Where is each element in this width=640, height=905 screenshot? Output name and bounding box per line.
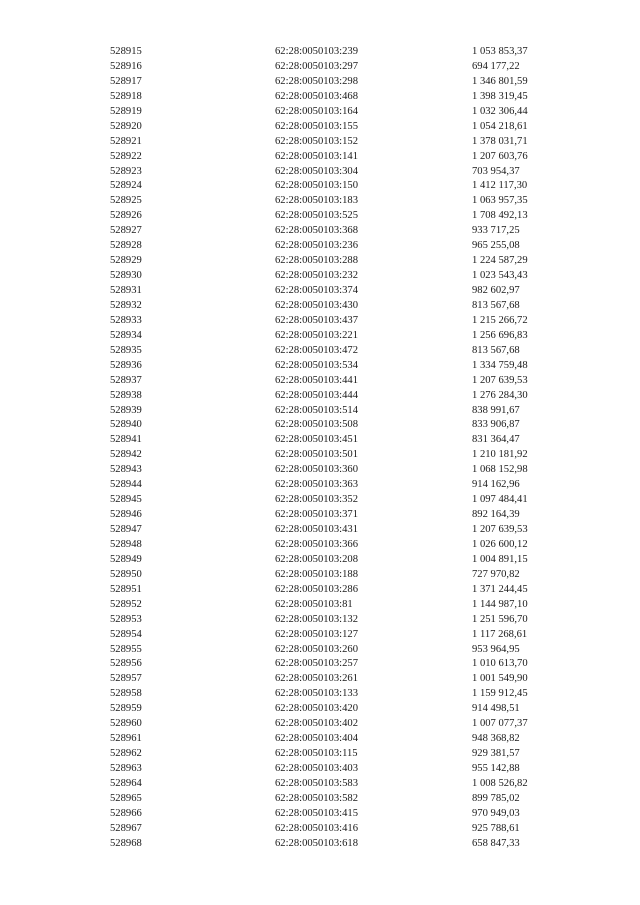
cadastral-number: 62:28:0050103:221 bbox=[275, 329, 358, 341]
cadastral-value: 899 785,02 bbox=[472, 792, 520, 804]
cadastral-number: 62:28:0050103:260 bbox=[275, 643, 358, 655]
cadastral-number: 62:28:0050103:152 bbox=[275, 135, 358, 147]
cadastral-number: 62:28:0050103:534 bbox=[275, 359, 358, 371]
cadastral-number: 62:28:0050103:133 bbox=[275, 688, 358, 700]
cadastral-number: 62:28:0050103:164 bbox=[275, 105, 358, 117]
cadastral-number: 62:28:0050103:288 bbox=[275, 255, 358, 267]
cadastral-value: 1 412 117,30 bbox=[472, 180, 528, 192]
cadastral-number: 62:28:0050103:420 bbox=[275, 703, 358, 715]
row-number: 528958 bbox=[110, 688, 142, 700]
row-number: 528931 bbox=[110, 285, 142, 296]
cadastral-number: 62:28:0050103:352 bbox=[275, 494, 358, 506]
cadastral-number: 62:28:0050103:430 bbox=[275, 299, 358, 311]
cadastral-value: 1 023 543,43 bbox=[472, 270, 528, 282]
cadastral-value: 1 063 957,35 bbox=[472, 195, 528, 207]
table-row bbox=[110, 508, 580, 523]
cadastral-number: 62:28:0050103:468 bbox=[275, 90, 358, 102]
row-number: 528949 bbox=[110, 553, 142, 565]
table-row bbox=[110, 568, 580, 583]
row-number: 528932 bbox=[110, 299, 142, 311]
cadastral-number: 62:28:0050103:261 bbox=[275, 673, 358, 685]
cadastral-value: 1 276 284,30 bbox=[472, 389, 528, 401]
row-number: 528921 bbox=[110, 135, 142, 147]
row-number: 528938 bbox=[110, 389, 142, 401]
row-number: 528966 bbox=[110, 807, 142, 819]
row-number: 528916 bbox=[110, 60, 142, 72]
table-row bbox=[110, 717, 580, 732]
table-row bbox=[110, 90, 580, 105]
cadastral-value-table bbox=[110, 45, 580, 852]
row-number: 528920 bbox=[110, 120, 142, 132]
cadastral-value: 955 142,88 bbox=[472, 763, 520, 774]
row-number: 528937 bbox=[110, 374, 142, 386]
cadastral-value: 838 991,67 bbox=[472, 404, 520, 416]
cadastral-value: 892 164,39 bbox=[472, 509, 520, 521]
cadastral-number: 62:28:0050103:183 bbox=[275, 195, 358, 207]
row-number: 528965 bbox=[110, 792, 142, 804]
cadastral-number: 62:28:0050103:141 bbox=[275, 150, 358, 162]
table-row bbox=[110, 792, 580, 807]
cadastral-number: 62:28:0050103:437 bbox=[275, 314, 358, 326]
row-number: 528947 bbox=[110, 524, 142, 535]
cadastral-value: 1 708 492,13 bbox=[472, 210, 528, 222]
cadastral-value: 1 207 639,53 bbox=[472, 374, 528, 386]
row-number: 528927 bbox=[110, 225, 142, 237]
cadastral-value: 1 007 077,37 bbox=[472, 718, 528, 730]
row-number: 528928 bbox=[110, 240, 142, 252]
row-number: 528925 bbox=[110, 195, 142, 207]
row-number: 528964 bbox=[110, 777, 142, 789]
cadastral-value: 1 207 639,53 bbox=[472, 524, 528, 535]
row-number: 528967 bbox=[110, 822, 142, 834]
table-row bbox=[110, 284, 580, 299]
table-row bbox=[110, 762, 580, 777]
cadastral-value: 965 255,08 bbox=[472, 240, 520, 252]
cadastral-number: 62:28:0050103:508 bbox=[275, 419, 358, 431]
row-number: 528930 bbox=[110, 270, 142, 282]
cadastral-number: 62:28:0050103:501 bbox=[275, 449, 358, 461]
cadastral-value: 1 334 759,48 bbox=[472, 359, 528, 371]
table-row bbox=[110, 254, 580, 269]
cadastral-value: 1 097 484,41 bbox=[472, 494, 528, 506]
table-row bbox=[110, 598, 580, 613]
table-row bbox=[110, 374, 580, 389]
cadastral-value: 1 144 987,10 bbox=[472, 598, 528, 610]
cadastral-value: 1 117 268,61 bbox=[472, 628, 528, 640]
row-number: 528917 bbox=[110, 75, 142, 87]
table-row bbox=[110, 433, 580, 448]
row-number: 528957 bbox=[110, 673, 142, 685]
table-row bbox=[110, 314, 580, 329]
cadastral-number: 62:28:0050103:444 bbox=[275, 389, 358, 401]
cadastral-number: 62:28:0050103:404 bbox=[275, 733, 358, 745]
cadastral-number: 62:28:0050103:150 bbox=[275, 180, 358, 192]
cadastral-number: 62:28:0050103:363 bbox=[275, 479, 358, 491]
table-row bbox=[110, 538, 580, 553]
cadastral-number: 62:28:0050103:583 bbox=[275, 777, 358, 789]
row-number: 528924 bbox=[110, 180, 142, 192]
cadastral-number: 62:28:0050103:115 bbox=[275, 748, 358, 760]
cadastral-number: 62:28:0050103:297 bbox=[275, 60, 358, 72]
row-number: 528968 bbox=[110, 837, 142, 849]
row-number: 528961 bbox=[110, 733, 142, 745]
cadastral-number: 62:28:0050103:286 bbox=[275, 583, 358, 595]
row-number: 528939 bbox=[110, 404, 142, 416]
cadastral-number: 62:28:0050103:236 bbox=[275, 240, 358, 252]
cadastral-value: 970 949,03 bbox=[472, 807, 520, 819]
cadastral-value: 813 567,68 bbox=[472, 299, 520, 311]
table-row bbox=[110, 165, 580, 180]
table-row bbox=[110, 628, 580, 643]
cadastral-value: 1 001 549,90 bbox=[472, 673, 528, 685]
row-number: 528943 bbox=[110, 464, 142, 476]
cadastral-number: 62:28:0050103:525 bbox=[275, 210, 358, 222]
row-number: 528963 bbox=[110, 763, 142, 774]
cadastral-value: 1 068 152,98 bbox=[472, 464, 528, 476]
cadastral-number: 62:28:0050103:232 bbox=[275, 270, 358, 282]
cadastral-value: 1 010 613,70 bbox=[472, 658, 528, 670]
cadastral-number: 62:28:0050103:127 bbox=[275, 628, 358, 640]
cadastral-value: 1 346 801,59 bbox=[472, 75, 528, 87]
cadastral-number: 62:28:0050103:257 bbox=[275, 658, 358, 670]
row-number: 528962 bbox=[110, 748, 142, 760]
row-number: 528915 bbox=[110, 46, 142, 57]
row-number: 528933 bbox=[110, 314, 142, 326]
table-row bbox=[110, 194, 580, 209]
row-number: 528929 bbox=[110, 255, 142, 267]
cadastral-value: 1 026 600,12 bbox=[472, 538, 528, 550]
row-number: 528934 bbox=[110, 329, 142, 341]
table-row bbox=[110, 60, 580, 75]
table-row bbox=[110, 822, 580, 837]
table-row bbox=[110, 418, 580, 433]
cadastral-value: 1 215 266,72 bbox=[472, 314, 528, 326]
cadastral-value: 1 398 319,45 bbox=[472, 90, 528, 102]
row-number: 528952 bbox=[110, 598, 142, 610]
cadastral-number: 62:28:0050103:416 bbox=[275, 822, 358, 834]
row-number: 528945 bbox=[110, 494, 142, 506]
row-number: 528940 bbox=[110, 419, 142, 431]
row-number: 528948 bbox=[110, 538, 142, 550]
row-number: 528926 bbox=[110, 210, 142, 222]
table-row bbox=[110, 344, 580, 359]
table-row bbox=[110, 553, 580, 568]
cadastral-value: 1 053 853,37 bbox=[472, 46, 528, 57]
table-row bbox=[110, 493, 580, 508]
cadastral-number: 62:28:0050103:208 bbox=[275, 553, 358, 565]
cadastral-value: 948 368,82 bbox=[472, 733, 520, 745]
cadastral-value: 1 371 244,45 bbox=[472, 583, 528, 595]
row-number: 528950 bbox=[110, 568, 142, 580]
cadastral-number: 62:28:0050103:618 bbox=[275, 837, 358, 849]
cadastral-value: 1 251 596,70 bbox=[472, 613, 528, 625]
row-number: 528942 bbox=[110, 449, 142, 461]
row-number: 528951 bbox=[110, 583, 142, 595]
cadastral-number: 62:28:0050103:360 bbox=[275, 464, 358, 476]
table-row bbox=[110, 224, 580, 239]
row-number: 528936 bbox=[110, 359, 142, 371]
table-row bbox=[110, 45, 580, 60]
cadastral-number: 62:28:0050103:239 bbox=[275, 46, 358, 57]
cadastral-value: 982 602,97 bbox=[472, 285, 520, 296]
cadastral-number: 62:28:0050103:472 bbox=[275, 344, 358, 356]
cadastral-value: 1 032 306,44 bbox=[472, 105, 528, 117]
row-number: 528955 bbox=[110, 643, 142, 655]
cadastral-number: 62:28:0050103:403 bbox=[275, 763, 358, 774]
row-number: 528919 bbox=[110, 105, 142, 117]
table-row bbox=[110, 672, 580, 687]
cadastral-value: 1 008 526,82 bbox=[472, 777, 528, 789]
cadastral-number: 62:28:0050103:155 bbox=[275, 120, 358, 132]
table-row bbox=[110, 239, 580, 254]
table-row bbox=[110, 179, 580, 194]
row-number: 528954 bbox=[110, 628, 142, 640]
cadastral-number: 62:28:0050103:451 bbox=[275, 434, 358, 446]
row-number: 528941 bbox=[110, 434, 142, 446]
table-row bbox=[110, 448, 580, 463]
cadastral-number: 62:28:0050103:298 bbox=[275, 75, 358, 87]
table-row bbox=[110, 209, 580, 224]
table-row bbox=[110, 583, 580, 598]
cadastral-value: 914 162,96 bbox=[472, 479, 520, 491]
table-row bbox=[110, 389, 580, 404]
table-row bbox=[110, 359, 580, 374]
cadastral-value: 925 788,61 bbox=[472, 822, 520, 834]
cadastral-value: 1 054 218,61 bbox=[472, 120, 528, 132]
table-row bbox=[110, 135, 580, 150]
cadastral-number: 62:28:0050103:81 bbox=[275, 598, 353, 610]
cadastral-value: 953 964,95 bbox=[472, 643, 520, 655]
table-row bbox=[110, 75, 580, 90]
cadastral-number: 62:28:0050103:441 bbox=[275, 374, 358, 386]
table-row bbox=[110, 837, 580, 852]
row-number: 528935 bbox=[110, 344, 142, 356]
table-row bbox=[110, 478, 580, 493]
cadastral-number: 62:28:0050103:374 bbox=[275, 285, 358, 296]
table-row bbox=[110, 523, 580, 538]
cadastral-value: 1 159 912,45 bbox=[472, 688, 528, 700]
row-number: 528946 bbox=[110, 509, 142, 521]
table-row bbox=[110, 329, 580, 344]
row-number: 528922 bbox=[110, 150, 142, 162]
cadastral-number: 62:28:0050103:132 bbox=[275, 613, 358, 625]
cadastral-value: 703 954,37 bbox=[472, 165, 520, 177]
table-row bbox=[110, 299, 580, 314]
row-number: 528960 bbox=[110, 718, 142, 730]
table-row bbox=[110, 747, 580, 762]
row-number: 528959 bbox=[110, 703, 142, 715]
cadastral-number: 62:28:0050103:368 bbox=[275, 225, 358, 237]
cadastral-number: 62:28:0050103:514 bbox=[275, 404, 358, 416]
cadastral-value: 1 210 181,92 bbox=[472, 449, 528, 461]
cadastral-value: 1 256 696,83 bbox=[472, 329, 528, 341]
table-row bbox=[110, 702, 580, 717]
cadastral-value: 694 177,22 bbox=[472, 60, 520, 72]
table-row bbox=[110, 269, 580, 284]
cadastral-number: 62:28:0050103:402 bbox=[275, 718, 358, 730]
cadastral-number: 62:28:0050103:415 bbox=[275, 807, 358, 819]
table-row bbox=[110, 643, 580, 658]
cadastral-value: 1 207 603,76 bbox=[472, 150, 528, 162]
cadastral-value: 1 378 031,71 bbox=[472, 135, 528, 147]
table-row bbox=[110, 777, 580, 792]
row-number: 528923 bbox=[110, 165, 142, 177]
table-row bbox=[110, 463, 580, 478]
table-row bbox=[110, 120, 580, 135]
cadastral-value: 933 717,25 bbox=[472, 225, 520, 237]
cadastral-value: 658 847,33 bbox=[472, 837, 520, 849]
table-row bbox=[110, 687, 580, 702]
row-number: 528918 bbox=[110, 90, 142, 102]
cadastral-number: 62:28:0050103:371 bbox=[275, 509, 358, 521]
table-row bbox=[110, 150, 580, 165]
cadastral-value: 727 970,82 bbox=[472, 568, 520, 580]
cadastral-number: 62:28:0050103:431 bbox=[275, 524, 358, 535]
cadastral-value: 831 364,47 bbox=[472, 434, 520, 446]
table-row bbox=[110, 807, 580, 822]
table-row bbox=[110, 732, 580, 747]
cadastral-number: 62:28:0050103:304 bbox=[275, 165, 358, 177]
cadastral-value: 914 498,51 bbox=[472, 703, 520, 715]
table-row bbox=[110, 404, 580, 419]
cadastral-value: 1 224 587,29 bbox=[472, 255, 528, 267]
cadastral-value: 1 004 891,15 bbox=[472, 553, 528, 565]
table-row bbox=[110, 657, 580, 672]
row-number: 528956 bbox=[110, 658, 142, 670]
cadastral-value: 833 906,87 bbox=[472, 419, 520, 431]
row-number: 528944 bbox=[110, 479, 142, 491]
cadastral-value: 813 567,68 bbox=[472, 344, 520, 356]
table-row bbox=[110, 613, 580, 628]
cadastral-number: 62:28:0050103:582 bbox=[275, 792, 358, 804]
table-row bbox=[110, 105, 580, 120]
cadastral-number: 62:28:0050103:188 bbox=[275, 568, 358, 580]
cadastral-number: 62:28:0050103:366 bbox=[275, 538, 358, 550]
row-number: 528953 bbox=[110, 613, 142, 625]
cadastral-value: 929 381,57 bbox=[472, 748, 520, 760]
